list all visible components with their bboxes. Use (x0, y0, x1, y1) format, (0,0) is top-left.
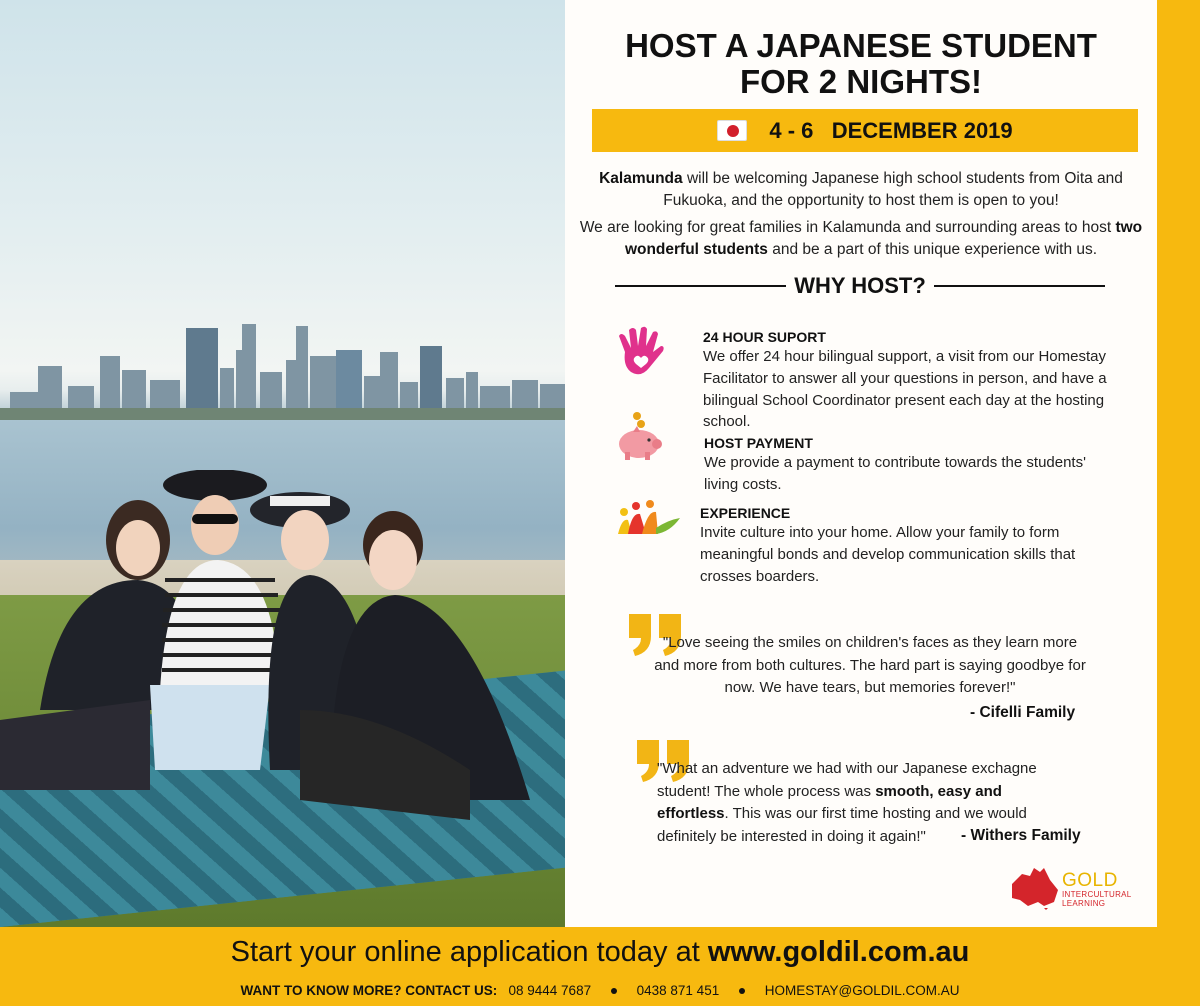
logo-word-subtitle: INTERCULTURAL LEARNING (1062, 890, 1132, 908)
feature-support-title: 24 HOUR SUPORT (703, 329, 826, 345)
feature-payment-text: We provide a payment to contribute towards the students' living costs. (704, 454, 1086, 493)
cta-text: Start your online application today at (230, 936, 708, 968)
divider-line-left (615, 285, 786, 287)
why-host-heading (615, 272, 1105, 300)
hero-photo (0, 0, 565, 927)
bullet-separator (739, 988, 745, 994)
testimonial-1-text: "Love seeing the smiles on children's faces as they learn more and more from both cultures. The hard part is saying goodbye for now. We have tears, but memories forever!" (654, 634, 1086, 696)
intro-text-2b: and be a part of this unique experience with us. (767, 241, 1098, 258)
contact-email[interactable]: HOMESTAY@GOLDIL.COM.AU (764, 983, 960, 998)
people-group-icon (616, 498, 682, 538)
hand-heart-icon (613, 324, 669, 380)
bullet-separator (611, 988, 617, 994)
testimonial-2-author: - Withers Family (961, 827, 1081, 844)
testimonial-2-text-start: "What an adventure we had with our Japanese exchagne student! The whole process was (657, 760, 1037, 800)
feature-experience-title: EXPERIENCE (700, 505, 791, 521)
title-line-1: HOST A JAPANESE STUDENT (625, 27, 1097, 64)
intro-paragraph-2 (575, 217, 1147, 261)
contact-label: WANT TO KNOW MORE? CONTACT US: (240, 983, 498, 998)
testimonial-2-text-bold: smooth, easy and effortless (657, 782, 1002, 822)
testimonial-2-text-end: . This was our first time hosting and we would definitely be interested in doing it again!" (657, 805, 1027, 845)
city-skyline (0, 300, 565, 420)
feature-payment-title: HOST PAYMENT (704, 435, 813, 451)
contact-line (0, 983, 1200, 998)
intro-text-2-bold: two wonderful students (624, 219, 1143, 258)
event-dates: 4 - 6 DECEMBER 2019 (769, 117, 1013, 143)
intro-paragraph-1 (575, 168, 1147, 212)
intro-text-2a: We are looking for great families in Kalamunda and surrounding areas to host (579, 219, 1116, 236)
divider-line-right (934, 285, 1105, 287)
website-link[interactable]: www.goldil.com.au (707, 936, 970, 968)
feature-experience-text: Invite culture into your home. Allow your family to form meaningful bonds and develop communication skills that crosses boarders. (700, 524, 1076, 585)
feature-experience (700, 504, 1120, 587)
date-banner (592, 109, 1138, 152)
town-name: Kalamunda (599, 170, 683, 187)
gold-il-logo (1008, 866, 1148, 912)
testimonial-1-author: - Cifelli Family (970, 704, 1076, 721)
intro-text-1: will be welcoming Japanese high school students from Oita and Fukuoka, and the opportunity to host them is open to you! (663, 170, 1123, 209)
piggy-bank-icon (615, 410, 665, 464)
why-host-label: WHY HOST? (794, 273, 926, 298)
logo-word-gold: GOLD (1062, 870, 1118, 891)
japan-flag-icon (717, 120, 747, 141)
title-line-2: FOR 2 NIGHTS! (739, 63, 982, 100)
cta-banner (0, 936, 1200, 969)
phone-1[interactable]: 08 9444 7687 (508, 983, 592, 998)
content-panel (565, 0, 1157, 927)
students-group (0, 470, 565, 870)
australia-map-icon (1008, 866, 1060, 910)
feature-support-text: We offer 24 hour bilingual support, a visit from our Homestay Facilitator to answer all your questions in person, and have a bilingual School Coordinator present each day at the hosting school. (703, 348, 1107, 431)
phone-2[interactable]: 0438 871 451 (636, 983, 720, 998)
feature-support (703, 328, 1123, 433)
feature-payment (704, 434, 1124, 496)
page-title (565, 28, 1157, 100)
